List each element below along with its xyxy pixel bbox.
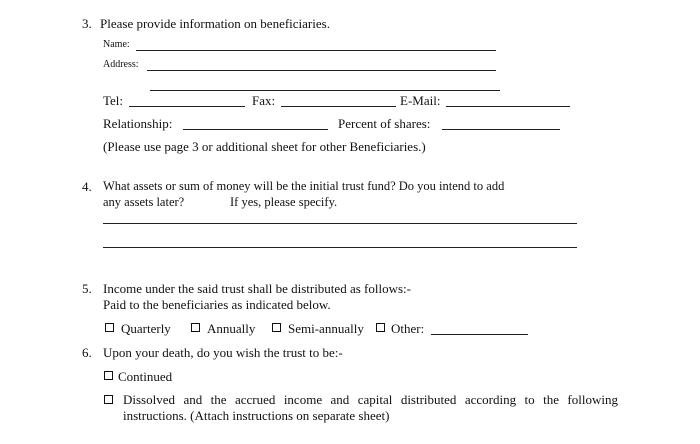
relationship-field[interactable] xyxy=(183,129,328,130)
percent-field[interactable] xyxy=(442,129,560,130)
other-label: Other: xyxy=(391,321,425,336)
dissolved-label-line1: Dissolved and the accrued income and capital distributed according to the following xyxy=(123,392,618,407)
q4-number: 4. xyxy=(82,179,92,194)
q5-number: 5. xyxy=(82,281,92,296)
assets-answer-line-2[interactable] xyxy=(103,247,577,248)
q5-line2: Paid to the beneficiaries as indicated below. xyxy=(103,297,331,312)
beneficiaries-note: (Please use page 3 or additional sheet for other Beneficiaries.) xyxy=(103,139,426,154)
q3-number: 3. xyxy=(82,16,92,31)
q3-title: Please provide information on beneficiaries. xyxy=(100,16,330,31)
q4-line2a: any assets later? xyxy=(103,195,185,209)
q6-number: 6. xyxy=(82,345,92,360)
annually-label: Annually xyxy=(207,321,256,336)
continued-checkbox[interactable] xyxy=(104,371,113,380)
q4-line2b: If yes, please specify. xyxy=(230,195,338,209)
other-checkbox[interactable] xyxy=(376,323,385,332)
assets-answer-line-1[interactable] xyxy=(103,223,577,224)
other-field[interactable] xyxy=(431,334,528,335)
name-field[interactable] xyxy=(136,50,496,51)
tel-field[interactable] xyxy=(129,106,245,107)
semi-annually-checkbox[interactable] xyxy=(272,323,281,332)
name-label: Name: xyxy=(103,39,130,50)
fax-label: Fax: xyxy=(252,93,276,108)
annually-checkbox[interactable] xyxy=(191,323,200,332)
email-label: E-Mail: xyxy=(400,93,441,108)
semi-annually-label: Semi-annually xyxy=(288,321,364,336)
address-field-line-2[interactable] xyxy=(150,90,500,91)
relationship-label: Relationship: xyxy=(103,116,173,131)
address-label: Address: xyxy=(103,59,139,70)
quarterly-label: Quarterly xyxy=(121,321,171,336)
email-field[interactable] xyxy=(446,106,570,107)
quarterly-checkbox[interactable] xyxy=(105,323,114,332)
fax-field[interactable] xyxy=(281,106,396,107)
percent-label: Percent of shares: xyxy=(338,116,431,131)
continued-label: Continued xyxy=(118,369,173,384)
q6-title: Upon your death, do you wish the trust to be:- xyxy=(103,345,343,360)
address-field-line-1[interactable] xyxy=(147,70,496,71)
tel-label: Tel: xyxy=(103,93,124,108)
q4-line1: What assets or sum of money will be the initial trust fund? Do you intend to add xyxy=(103,179,505,193)
q5-line1: Income under the said trust shall be distributed as follows:- xyxy=(103,281,411,296)
dissolved-label-line2: instructions. (Attach instructions on separate sheet) xyxy=(123,408,390,423)
dissolved-checkbox[interactable] xyxy=(104,395,113,404)
